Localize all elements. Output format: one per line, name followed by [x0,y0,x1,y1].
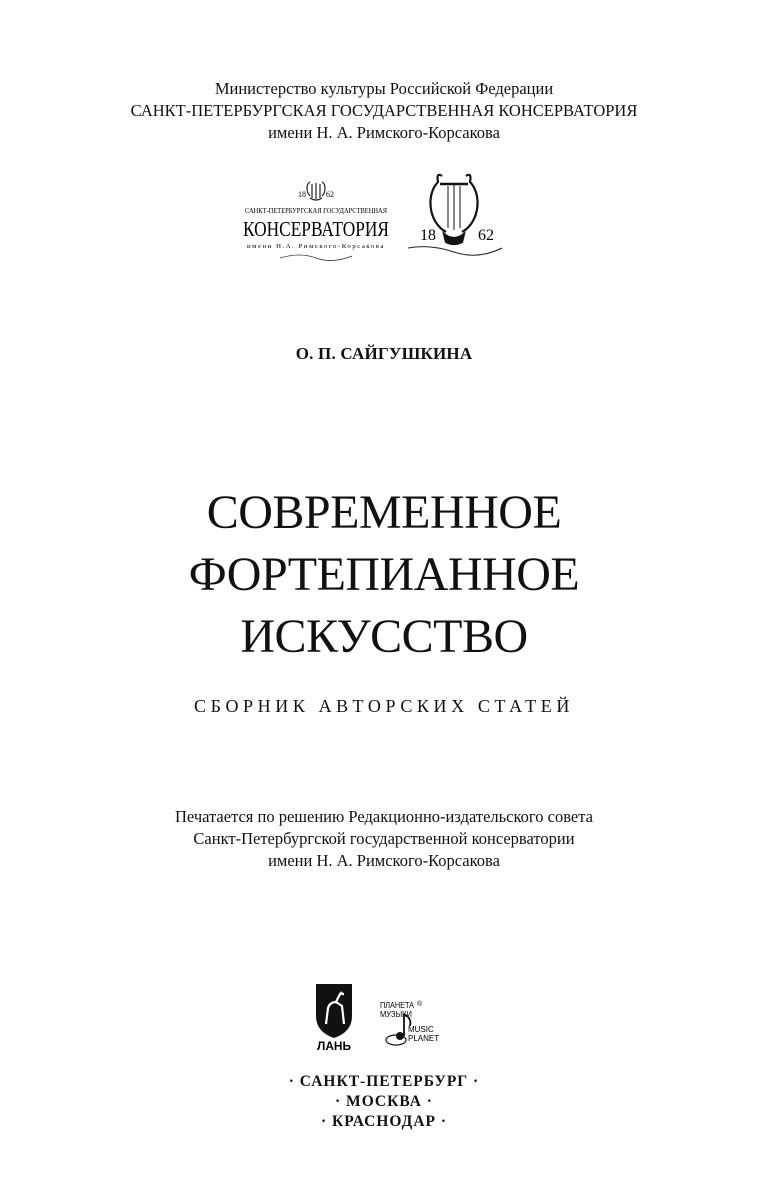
lan-publisher-logo [316,984,352,1052]
logo-right-flourish [408,247,502,256]
logo-right-year-b: 62 [478,227,494,244]
note-line: имени Н. А. Римского-Корсакова [268,851,500,870]
logo-left-flourish [280,255,352,261]
book-subtitle: СБОРНИК АВТОРСКИХ СТАТЕЙ [194,696,574,716]
title-line: ИСКУССТВО [240,610,528,663]
planet-logo-line2: МУЗЫКИ [380,1010,413,1019]
music-planet-line1: MUSIC [408,1025,434,1034]
planet-music-logo [380,1000,439,1045]
publication-note [0,806,768,872]
logo-left-year-b: 62 [326,190,334,199]
title-line: СОВРЕМЕННОЕ [206,486,562,539]
logo-left-top-text: САНКТ-ПЕТЕРБУРГСКАЯ ГОСУДАРСТВЕННАЯ [245,207,388,215]
publisher-logos [300,980,470,1052]
book-title [0,482,768,668]
conservatory-logos [240,168,540,268]
music-planet-line2: PLANET [408,1034,440,1043]
registered-mark: ® [417,1001,423,1008]
city-line: · КРАСНОДАР · [320,1113,448,1130]
ministry-header [0,78,768,144]
conservatory-honorific-line: имени Н. А. Римского-Корсакова [268,123,500,142]
conservatory-lyre-logo [408,175,502,255]
ministry-line: Министерство культуры Российской Федерации [214,79,554,98]
city-line: · МОСКВА · [335,1093,433,1110]
note-line: Санкт-Петербургской государственной консерватории [193,829,575,848]
large-lyre-icon [430,175,477,244]
city-line: · САНКТ-ПЕТЕРБУРГ · [288,1073,480,1090]
author-name: О. П. САЙГУШКИНА [295,344,473,363]
title-line: ФОРТЕПИАННОЕ [188,548,580,601]
conservatory-wordmark-logo [243,182,389,261]
logo-left-bottom-text: имени Н.А. Римского-Корсакова [247,243,385,250]
logo-left-year-a: 18 [298,190,306,199]
conservatory-name-line: САНКТ-ПЕТЕРБУРГСКАЯ ГОСУДАРСТВЕННАЯ КОНСЕРВАТОРИЯ [130,101,638,120]
lan-logo-text: ЛАНЬ [317,1039,352,1052]
deer-shield-icon [316,984,352,1038]
logo-left-main-text: КОНСЕРВАТОРИЯ [243,217,389,241]
logo-right-year-a: 18 [420,227,436,244]
note-line: Печатается по решению Редакционно-издательского совета [174,807,593,826]
planet-logo-line1: ПЛАНЕТА [380,1001,415,1010]
publisher-cities [0,1072,768,1132]
small-lyre-icon [307,182,325,200]
